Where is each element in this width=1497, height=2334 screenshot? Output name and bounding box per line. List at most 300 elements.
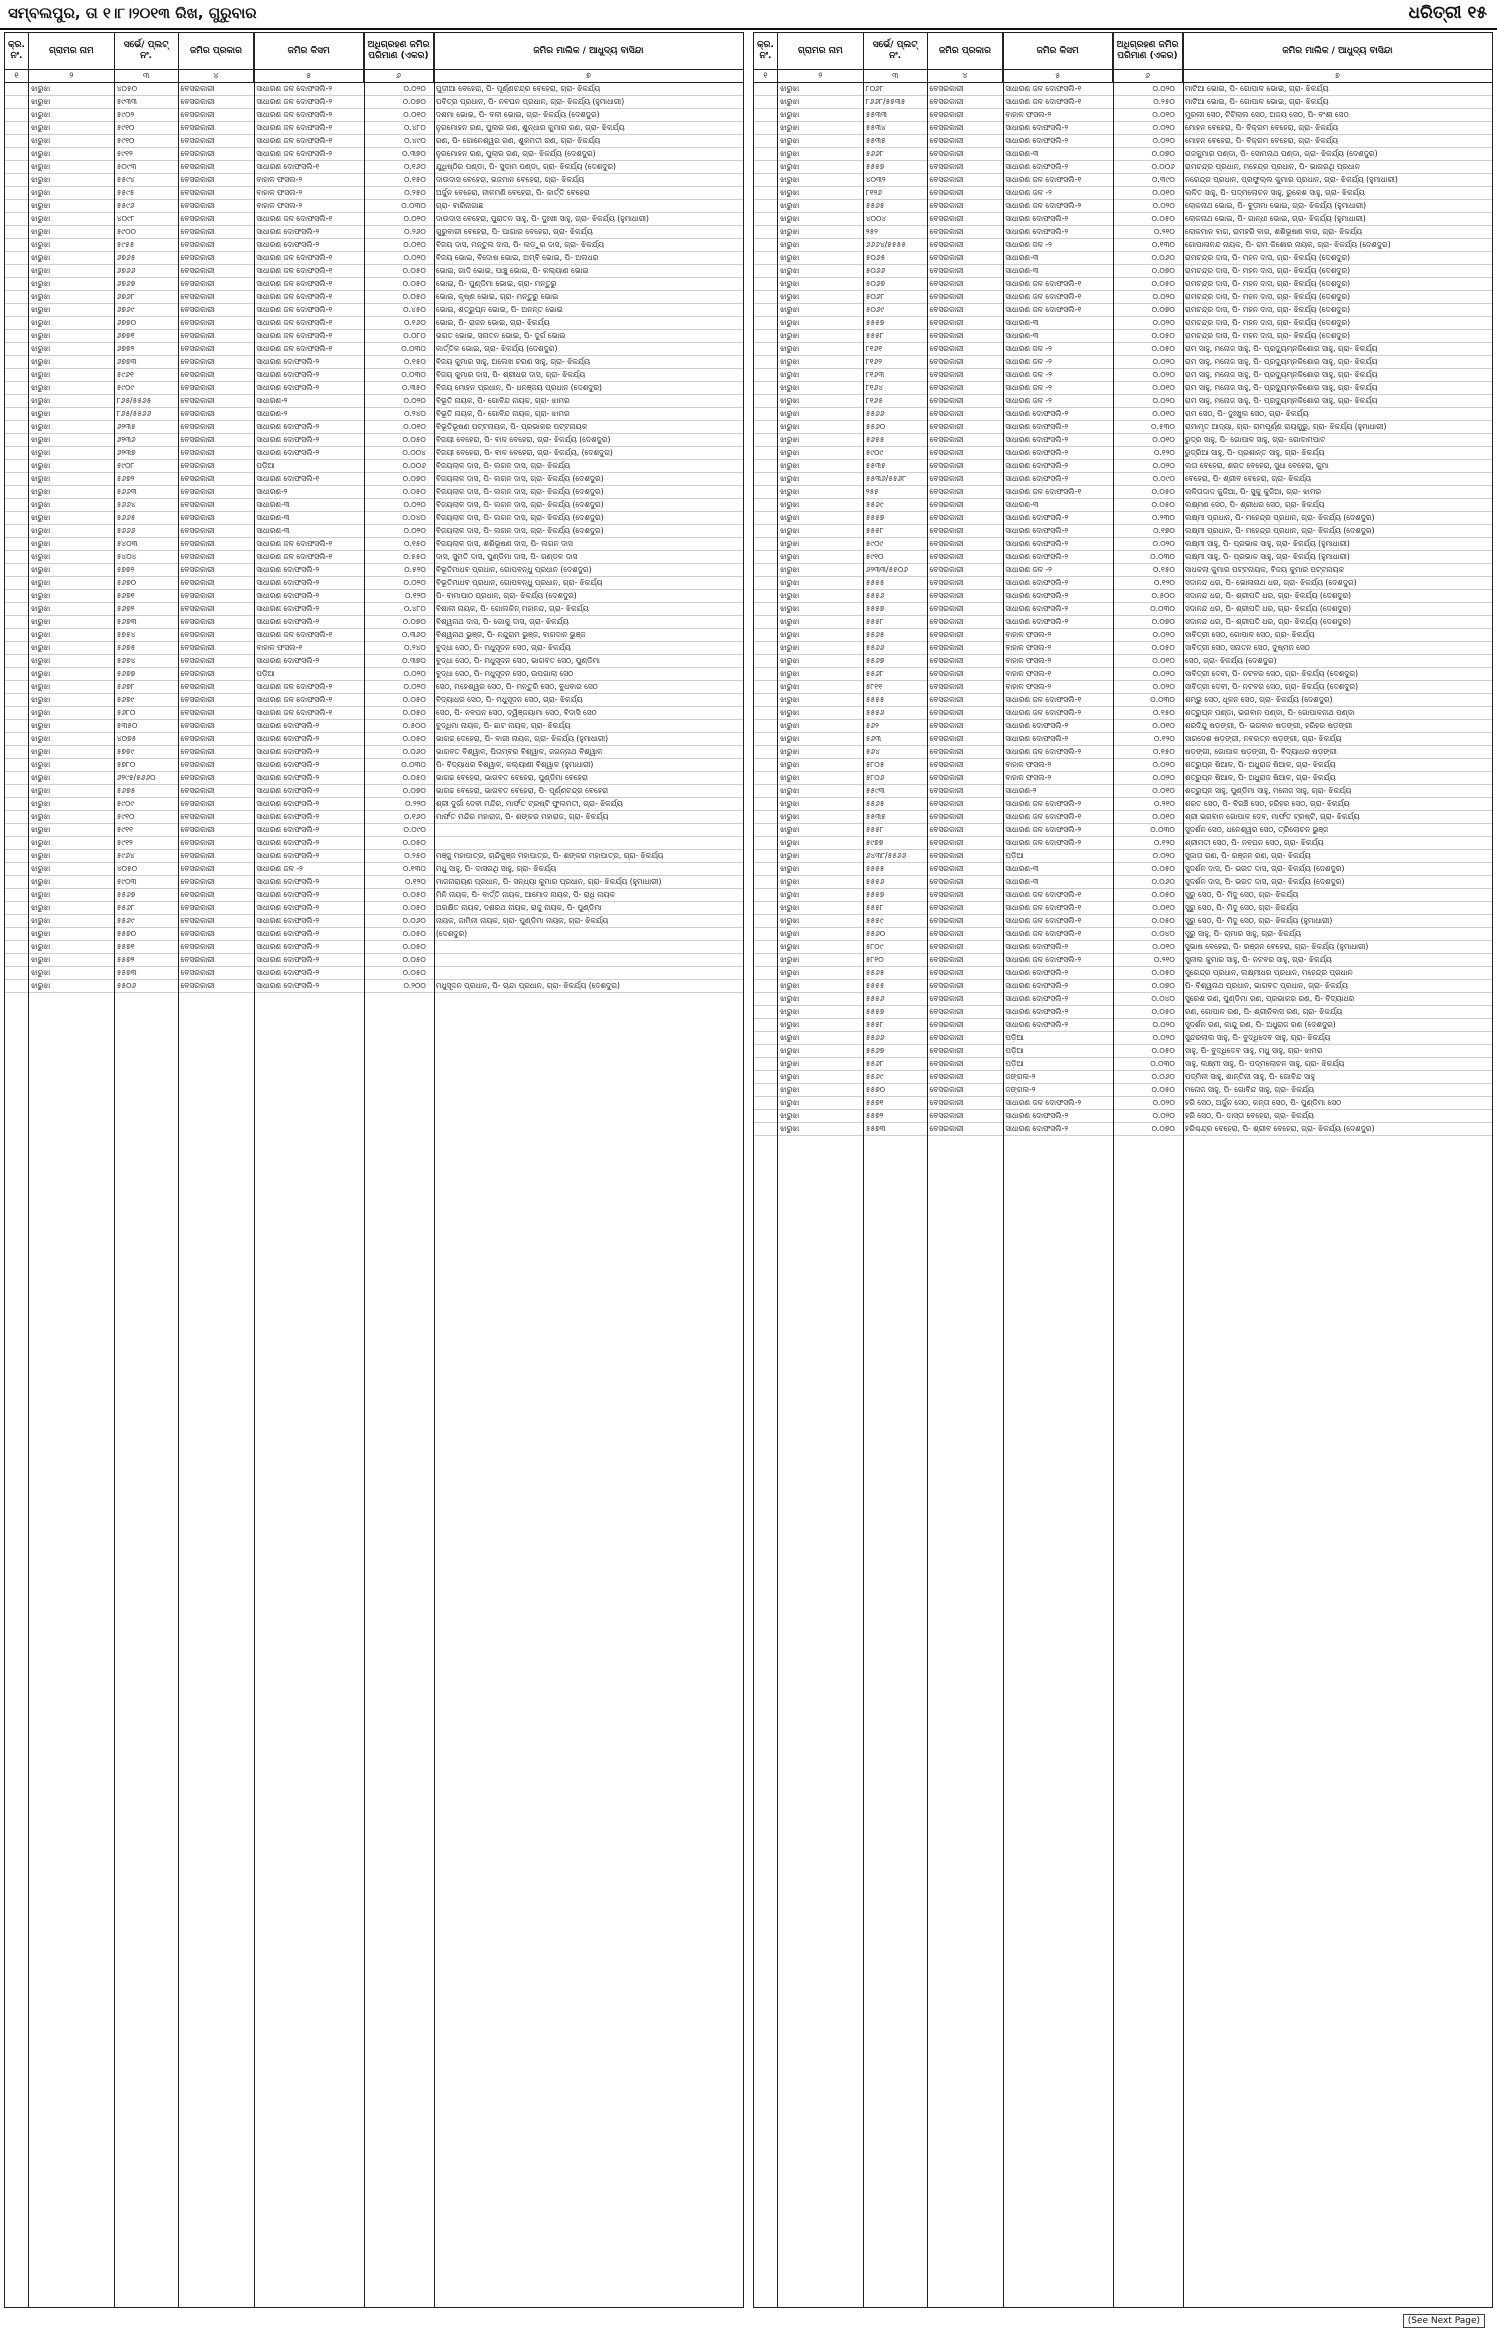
land-kisam-cell: ସାଧାରଣ ଜଳ -୨ xyxy=(1005,370,1052,379)
land-kisam-cell: ସାଧାରଣ ଜଳ ଦୋଫସଲି-୧ xyxy=(256,214,333,223)
owner-cell: ବିଜୟଲାଳ ଦାସ, ଶଶିଭୂଷଣ ଦାସ, ପି- ଲଗନ ଦାସ xyxy=(435,539,573,548)
plot-cell: ୫୪୦୩ xyxy=(116,539,138,548)
plot-cell: ୫୯୦୯ xyxy=(865,448,884,457)
village-cell: ଝାରୁଝା xyxy=(779,656,800,665)
land-kisam-cell: ସାଧାରଣ ଜଳ -୨ xyxy=(1005,565,1052,574)
land-type-cell: ବେସରକାରୀ xyxy=(929,1046,964,1055)
plot-cell: ୮୦୬୮ xyxy=(865,84,884,93)
plot-cell: ୫୫୫୭ xyxy=(865,162,885,171)
village-cell: ଝାରୁଝା xyxy=(779,487,800,496)
village-cell: ଝାରୁଝା xyxy=(779,1046,800,1055)
land-type-cell: ବେସରକାରୀ xyxy=(180,851,215,860)
table-row xyxy=(5,772,743,785)
serial-cell xyxy=(5,525,29,537)
plot-cell: ୫୫୬୭ xyxy=(865,656,885,665)
header-plot: ସର୍ଭେ/ ପ୍ଲଟ୍ ନଂ. xyxy=(864,33,928,69)
colnum: ୨ xyxy=(29,70,115,82)
owner-cell: ଗୁରୁବାରୀ ବେହେରା, ପି- ଘାଗାର ବେହେରା, ଗ୍ରା- ଝିକର୍ଯ୍ୟ xyxy=(435,227,593,236)
newspaper-page-title: ଧରିତ୍ରୀ ୧୫ xyxy=(1408,3,1487,23)
village-cell: ଝାରୁଝା xyxy=(779,786,800,795)
land-type-cell: ବେସରକାରୀ xyxy=(180,890,215,899)
serial-cell xyxy=(754,486,778,498)
serial-cell xyxy=(754,746,778,758)
land-kisam-cell: ସାଧାରଣ ଦୋଫସଲି-୨ xyxy=(1005,214,1069,223)
table-row xyxy=(754,148,1492,161)
serial-cell xyxy=(5,629,29,641)
land-kisam-cell: ସାଧାରଣ ଦୋଫସଲି-୨ xyxy=(256,929,320,938)
land-kisam-cell: ସାଧାରଣ-୩ xyxy=(256,526,290,535)
land-type-cell: ବେସରକାରୀ xyxy=(929,864,964,873)
village-cell: ଝାରୁଝା xyxy=(30,84,51,93)
land-type-cell: ବେସରକାରୀ xyxy=(180,773,215,782)
village-cell: ଝାରୁଝା xyxy=(30,409,51,418)
owner-cell: ରାମ ସାହୁ, ମନୋଜ ସାହୁ, ପି- ପ୍ରଦ୍ୟୁମ୍ନକିଶୋର ସାହୁ, ଗ୍ରା- ଝିକର୍ଯ୍ୟ xyxy=(1184,357,1378,366)
village-cell: ଝାରୁଝା xyxy=(30,331,51,340)
land-type-cell: ବେସରକାରୀ xyxy=(180,929,215,938)
plot-cell: ୫୫୫୭ xyxy=(865,890,885,899)
land-kisam-cell: ସାଧାରଣ ଜଳ ଦୋଫସଲି-୧ xyxy=(256,253,333,262)
area-cell: ୦.୦୨୦ xyxy=(403,578,426,587)
header-owner: ଜମିର ମାଲିକ / ଆଧୁଦ୍ୟ ବାସିନ୍ଦା xyxy=(1282,45,1393,56)
area-cell: ୦.୨୫୦ xyxy=(404,851,426,860)
serial-cell xyxy=(754,434,778,446)
owner-cell: ପି- ବିଶ୍ୱନାଥ ପ୍ରଧାନ, ଭାଗବତ ପ୍ରଧାନ, ଗ୍ରା- ଝିକର୍ଯ୍ୟ xyxy=(1184,981,1348,990)
area-cell: ୦.୦୫୦ xyxy=(402,838,426,847)
owner-cell: ସାବିତ୍ରୀ ସେଠ, ଗୋପାଳ ସେଠ, ଗ୍ରା- ଝିକର୍ଯ୍ୟ xyxy=(1184,630,1315,639)
plot-cell: ୬୨୩୫ xyxy=(116,422,136,431)
land-kisam-cell: ସାଧାରଣ ଦୋଫସଲି-୨ xyxy=(1005,734,1069,743)
land-kisam-cell: ସାଧାରଣ ଜଳ ଦୋଫସଲି-୨ xyxy=(1005,799,1082,808)
colnum: ୪ xyxy=(179,70,255,82)
table-row xyxy=(5,122,743,135)
plot-cell: ୫୬୬୫ xyxy=(116,513,136,522)
table-row xyxy=(754,954,1492,967)
plot-cell: ୫୫୫୮ xyxy=(865,526,884,535)
serial-cell xyxy=(5,915,29,927)
area-cell: ୦.୦୧୦ xyxy=(1152,110,1175,119)
area-cell: ୦.୦୫୦ xyxy=(402,890,426,899)
land-type-cell: ବେସରକାରୀ xyxy=(929,786,964,795)
land-kisam-cell: ସାଧାରଣ ଜଳ ଦୋଫସଲି-୨ xyxy=(256,110,333,119)
serial-cell xyxy=(5,447,29,459)
land-type-cell: ବେସରକାରୀ xyxy=(929,526,964,535)
village-cell: ଝାରୁଝା xyxy=(30,279,51,288)
land-kisam-cell: ସାଧାରଣ ଜଳ ଦୋଫସଲି-୨ xyxy=(1005,955,1082,964)
area-cell: ୦.୦୭୦ xyxy=(1151,149,1175,158)
village-cell: ଝାରୁଝା xyxy=(779,890,800,899)
land-kisam-cell: ସାଧାରଣ ଦୋଫସଲି-୨ xyxy=(256,383,320,392)
owner-cell xyxy=(434,954,743,966)
owner-cell: ରାମଚନ୍ଦ୍ର ଦାସ, ପି- ମହନ ଦାସ, ଗ୍ରା- ଝିକର୍ଯ୍ୟ (ଦେଶଦୁର) xyxy=(1184,266,1351,275)
table-row xyxy=(754,681,1492,694)
area-cell: ୦.୦୬୦ xyxy=(1151,253,1175,262)
land-type-cell: ବେସରକାରୀ xyxy=(929,487,964,496)
plot-cell: ୫୯୦୩ xyxy=(116,877,137,886)
area-cell: ୦.୦୫୦ xyxy=(402,955,426,964)
plot-cell: ୫୫୭୨ xyxy=(865,1111,884,1120)
column-divider xyxy=(114,33,115,2307)
area-cell: ୦.୦୪୦ xyxy=(402,513,426,522)
owner-cell: ପି- ବିଦ୍ୟାଧର ବିଶ୍ୱାଳ, କଲ୍ୟାଣୀ ବିଶ୍ୱାଳ (ହୁମାଧାରୀ) xyxy=(435,760,594,769)
land-type-cell: ବେସରକାରୀ xyxy=(180,188,215,197)
land-type-cell: ବେସରକାରୀ xyxy=(180,552,215,561)
area-cell: ୦.୪୮୦ xyxy=(403,604,426,613)
land-kisam-cell: ସାଧାରଣ ଜଳ ଦୋଫସଲି-୧ xyxy=(256,292,333,301)
owner-cell: ପବିତ୍ର ପ୍ରଧାନ, ପି- ନବଘନ ପ୍ରଧାନ, ଗ୍ରା- ଝିକର୍ଯ୍ୟ (ହୁମାଧାରୀ) xyxy=(435,97,625,106)
land-type-cell: ବେସରକାରୀ xyxy=(180,708,215,717)
table-row xyxy=(754,460,1492,473)
table-row xyxy=(754,1058,1492,1071)
plot-cell: ୬୨୩୩/୫୫୦୬ xyxy=(865,565,908,574)
table-row xyxy=(5,356,743,369)
village-cell: ଝାରୁଝା xyxy=(30,539,51,548)
table-row xyxy=(754,187,1492,200)
serial-cell xyxy=(5,161,29,173)
land-kisam-cell: ସାଧାରଣ ଜଳ ଦୋଫସଲି-୨ xyxy=(256,84,333,93)
table-row xyxy=(754,512,1492,525)
serial-cell xyxy=(754,356,778,368)
area-cell: ୦.୦୭୦ xyxy=(1151,981,1175,990)
land-kisam-cell: ସାଧାରଣ ଜଳ ଦୋଫସଲି-୧ xyxy=(1005,84,1082,93)
serial-cell xyxy=(5,902,29,914)
plot-cell: ୫୬୬୮ xyxy=(865,149,884,158)
serial-cell xyxy=(5,252,29,264)
table-row xyxy=(754,655,1492,668)
plot-cell: ୫୫୭୦ xyxy=(865,1085,886,1094)
area-cell: ୦.୦୩୦ xyxy=(1150,825,1175,834)
land-type-cell: ବେସରକାରୀ xyxy=(929,1059,964,1068)
owner-cell: ହରି ସେଠ, ପି- ଦାସ୍ତା ବେହେରା, ଗ୍ରା- ଝିକର୍ଯ୍ୟ xyxy=(1184,1111,1314,1120)
land-kisam-cell: ସାଧାରଣ ଦୋଫସଲି-୨ xyxy=(1005,552,1069,561)
area-cell: ୦.୧୬୦ xyxy=(403,162,426,171)
village-cell: ଝାରୁଝା xyxy=(779,1124,800,1133)
serial-cell xyxy=(754,109,778,121)
colnum: ୬ xyxy=(364,70,434,82)
serial-cell xyxy=(754,993,778,1005)
serial-cell xyxy=(5,824,29,836)
left-rows xyxy=(5,83,743,993)
plot-cell: ୬୭୭୦ xyxy=(116,318,137,327)
area-cell: ୦.୦୭୦ xyxy=(402,474,426,483)
land-kisam-cell: ସାଧାରଣ-୩ xyxy=(1005,318,1039,327)
area-cell: ୦.୨୫୦ xyxy=(1153,97,1175,106)
area-cell: ୦.୨୬୦ xyxy=(404,227,426,236)
owner-cell: ସୁରୁ ସାହୁ, ପି- ଚାମାର ସାହୁ, ଗ୍ରା- ଝିକର୍ଯ୍ୟ xyxy=(1184,929,1302,938)
village-cell: ଝାରୁଝା xyxy=(779,942,800,951)
owner-cell: ସାରଦେଶ ଷଡ଼ଙ୍ଗୀ, ନବରତ୍ନ ଷଡ଼ଙ୍ଗୀ, ଗ୍ରା- ଝିକର୍ଯ୍ୟ xyxy=(1184,734,1342,743)
owner-cell: ଯୁଧିଷ୍ଠିର ପଣ୍ଡା, ପି- ସୁଦାମ ପଣ୍ଡା, ଗ୍ରା- ଝିକର୍ଯ୍ୟ (ଦେଶଦୁର) xyxy=(435,162,616,171)
plot-cell: ୫୫୫୮ xyxy=(865,617,884,626)
village-cell: ଝାରୁଝା xyxy=(779,695,800,704)
table-row xyxy=(5,460,743,473)
owner-cell: ବିଜୟଲାଳ ଦାସ, ପି- ଲଗନ ଦାସ, ଗ୍ରା- ଝିକର୍ଯ୍ୟ (ଦେଶଦୁର) xyxy=(435,526,604,535)
table-row xyxy=(754,720,1492,733)
serial-cell xyxy=(754,1097,778,1109)
village-cell: ଝାରୁଝା xyxy=(779,136,800,145)
column-divider xyxy=(254,33,255,2307)
land-kisam-cell: ବାହାଳ ଫସଲ-୨ xyxy=(256,188,303,197)
serial-cell xyxy=(754,447,778,459)
land-type-cell: ବେସରକାରୀ xyxy=(929,591,964,600)
table-row xyxy=(754,421,1492,434)
land-type-cell: ବେସରକାରୀ xyxy=(929,422,964,431)
plot-cell: ୫୫୯୬ xyxy=(116,201,135,210)
land-kisam-cell: ବାହାଳ ଫସଲ-୨ xyxy=(1005,773,1052,782)
serial-cell xyxy=(754,889,778,901)
serial-cell xyxy=(754,850,778,862)
land-type-cell: ବେସରକାରୀ xyxy=(180,266,215,275)
table-row xyxy=(754,980,1492,993)
area-cell: ୦.୦୧୦ xyxy=(1152,188,1175,197)
table-row xyxy=(754,395,1492,408)
land-kisam-cell: ସାଧାରଣ ଜଳ ଦୋଫସଲି-୧ xyxy=(256,708,333,717)
plot-cell: ୫୩୫୦ xyxy=(116,721,138,730)
serial-cell xyxy=(754,291,778,303)
area-cell: ୦.୧୨୦ xyxy=(1153,448,1175,457)
table-row xyxy=(5,603,743,616)
owner-cell xyxy=(434,824,743,836)
table-row xyxy=(754,434,1492,447)
area-cell: ୦.୦୩୦ xyxy=(1150,552,1175,561)
village-cell: ଝାରୁଝା xyxy=(30,565,51,574)
area-cell: ୦.୦୧୦ xyxy=(1152,383,1175,392)
land-kisam-cell: ସାଧାରଣ ଦୋଫସଲି-୨ xyxy=(256,851,320,860)
land-type-cell: ବେସରକାରୀ xyxy=(180,240,215,249)
land-kisam-cell: ସାଧାରଣ ଦୋଫସଲି-୨ xyxy=(256,955,320,964)
plot-cell: ୬୭୬୯ xyxy=(116,305,135,314)
header-land-type: ଜମିର ପ୍ରକାର xyxy=(928,33,1004,69)
land-kisam-cell: ସାଧାରଣ ଦୋଫସଲି-୨ xyxy=(1005,162,1069,171)
land-type-cell: ବେସରକାରୀ xyxy=(929,734,964,743)
serial-cell xyxy=(5,694,29,706)
village-cell: ଝାରୁଝା xyxy=(30,474,51,483)
column-divider xyxy=(927,33,928,2307)
land-kisam-cell: ସାଧାରଣ ଜଳ -୨ xyxy=(1005,344,1052,353)
plot-cell: ୮୧୨୬ xyxy=(865,188,882,197)
serial-cell xyxy=(754,837,778,849)
land-kisam-cell: ସାଧାରଣ ଦୋଫସଲି-୨ xyxy=(1005,461,1069,470)
village-cell: ଝାରୁଝା xyxy=(30,175,51,184)
table-row xyxy=(5,668,743,681)
village-cell: ଝାରୁଝା xyxy=(779,1111,800,1120)
land-kisam-cell: ସାଧାରଣ ଜଳ ଦୋଫସଲି-୧ xyxy=(1005,279,1082,288)
owner-cell xyxy=(434,941,743,953)
land-kisam-cell: ସାଧାରଣ ଦୋଫସଲି-୨ xyxy=(256,747,320,756)
village-cell: ଝାରୁଝା xyxy=(779,357,800,366)
village-cell: ଝାରୁଝା xyxy=(30,305,51,314)
village-cell: ଝାରୁଝା xyxy=(779,1098,800,1107)
land-kisam-cell: ବାହାଳ ଫସଲ-୨ xyxy=(256,175,303,184)
table-row xyxy=(754,122,1492,135)
owner-cell: ରାମଚନ୍ଦ୍ର ଦାସ, ପି- ମହନ ଦାସ, ଗ୍ରା- ଝିକର୍ଯ୍ୟ (ଦେଶଦୁର) xyxy=(1184,331,1351,340)
serial-cell xyxy=(754,239,778,251)
village-cell: ଝାରୁଝା xyxy=(30,903,51,912)
table-row xyxy=(754,265,1492,278)
land-type-cell: ବେସରକାରୀ xyxy=(180,695,215,704)
land-type-cell: ବେସରକାରୀ xyxy=(929,604,964,613)
land-type-cell: ବେସରକାରୀ xyxy=(180,734,215,743)
village-cell: ଝାରୁଝା xyxy=(30,799,51,808)
table-row xyxy=(754,252,1492,265)
serial-cell xyxy=(754,1058,778,1070)
land-kisam-cell: ସାଧାରଣ ଦୋଫସଲି-୨ xyxy=(256,734,320,743)
serial-cell xyxy=(5,473,29,485)
column-divider xyxy=(178,33,179,2307)
area-cell: ୦.୨୧୦ xyxy=(1153,955,1175,964)
village-cell: ଝାରୁଝା xyxy=(779,773,800,782)
land-kisam-cell: ସାଧାରଣ ଜଳ ଦୋଫସଲି-୨ xyxy=(256,149,333,158)
land-type-cell: ବେସରକାରୀ xyxy=(180,812,215,821)
table-row xyxy=(754,161,1492,174)
owner-cell: ରୁଦ୍ରିଆ ସାହୁ, ପି- ପ୍ରଶାନ୍ତ ସାହୁ, ଗ୍ରା- ଝିକର୍ଯ୍ୟ xyxy=(1184,448,1325,457)
table-row xyxy=(754,1110,1492,1123)
area-cell: ୦.୫୨୦ xyxy=(404,565,426,574)
table-row xyxy=(754,200,1492,213)
owner-cell: ଭୋଇ, ପି- ପୁଣ୍ଡିମା ଭୋଇ, ଗ୍ରା- ମନ୍ତୁରୁ xyxy=(435,279,557,288)
village-cell: ଝାରୁଝା xyxy=(30,136,51,145)
land-kisam-cell: ସାଧାରଣ-୩ xyxy=(1005,266,1039,275)
village-cell: ଝାରୁଝା xyxy=(30,656,51,665)
owner-cell: ମୋହନ ବେହେରା, ପି- ବିକ୍ରମ ବେହେରା, ଗ୍ରା- ଝିକର୍ଯ୍ୟ xyxy=(1184,123,1339,132)
land-kisam-cell: ସାଧାରଣ ଦୋଫସଲି-୧ xyxy=(256,474,320,483)
land-type-cell: ବେସରକାରୀ xyxy=(180,916,215,925)
land-kisam-cell: ସାଧାରଣ ଦୋଫସଲି-୨ xyxy=(1005,968,1069,977)
area-cell: ୦.୦୫୦ xyxy=(1151,968,1175,977)
serial-cell xyxy=(754,148,778,160)
serial-cell xyxy=(5,642,29,654)
village-cell: ଝାରୁଝା xyxy=(779,513,800,522)
area-cell: ୦.୦୧୦ xyxy=(1152,656,1175,665)
plot-cell: ୬୭୬୭ xyxy=(116,279,136,288)
land-type-cell: ବେସରକାରୀ xyxy=(929,240,964,249)
owner-cell: ବୁଦ୍ଧା ସେଠ, ପି- ମଧୁସୂଦନ ସେଠ, ଭାଗବତ ସେଠ, ପୁଣ୍ଡିମା xyxy=(435,656,600,665)
table-row xyxy=(5,252,743,265)
serial-cell xyxy=(754,863,778,875)
owner-cell: ରାମଚନ୍ଦ୍ର ଦାସ, ପି- ମହନ ଦାସ, ଗ୍ରା- ଝିକର୍ଯ୍ୟ (ଦେଶଦୁର) xyxy=(1184,305,1351,314)
owner-cell: ଦାଉଦାସ ବେହେରା, ଭଜମାନ ବେହେରା, ଗ୍ରା- ଝିକର୍ଯ୍ୟ xyxy=(435,175,585,184)
area-cell: ୦.୧୭୦ xyxy=(1153,526,1175,535)
area-cell: ୦.୦୫୦ xyxy=(1151,344,1175,353)
land-type-cell: ବେସରକାରୀ xyxy=(929,357,964,366)
table-row xyxy=(754,369,1492,382)
land-kisam-cell: ବାହାଳ ଫସଲ-୨ xyxy=(256,201,303,210)
plot-cell: ୫୫୫୬ xyxy=(865,994,885,1003)
land-kisam-cell: ସାଧାରଣ-୨ xyxy=(256,487,288,496)
area-cell: ୦.୦୫୦ xyxy=(1151,1046,1175,1055)
plot-cell: ୫୫୩୫ xyxy=(865,812,886,821)
serial-cell xyxy=(754,915,778,927)
land-type-cell: ବେସରକାରୀ xyxy=(180,175,215,184)
serial-cell xyxy=(5,499,29,511)
owner-cell: ବିଜୟଲାଳ ଦାସ, ପି- ଲଗନ ଦାସ, ଗ୍ରା- ଝିକର୍ଯ୍ୟ (ଦେଶଦୁର) xyxy=(435,487,604,496)
plot-cell: ୫୫୫୮ xyxy=(865,331,884,340)
serial-cell xyxy=(5,317,29,329)
plot-cell: ୫୯୧୨ xyxy=(116,149,133,158)
serial-cell xyxy=(754,577,778,589)
table-row xyxy=(754,668,1492,681)
table-row xyxy=(5,733,743,746)
header-land-type: ଜମିର ପ୍ରକାର xyxy=(179,33,255,69)
plot-cell: ୫୫୫୮ xyxy=(865,1020,884,1029)
table-row xyxy=(5,226,743,239)
area-cell: ୦.୦୭୦ xyxy=(1151,617,1175,626)
table-row xyxy=(5,135,743,148)
plot-cell: ୫୬୭୫ xyxy=(116,786,136,795)
serial-cell xyxy=(754,1084,778,1096)
area-cell: ୦.୦୫୦ xyxy=(402,292,426,301)
village-cell: ଝାରୁଝା xyxy=(779,825,800,834)
area-cell: ୦.୦୫୦ xyxy=(1151,331,1175,340)
land-kisam-cell: ପଡ଼ିଆ xyxy=(1005,1059,1024,1068)
table-row xyxy=(754,941,1492,954)
plot-cell: ୬୭୭୧ xyxy=(116,331,135,340)
village-cell: ଝାରୁଝା xyxy=(30,552,51,561)
serial-cell xyxy=(5,343,29,355)
table-row xyxy=(754,603,1492,616)
owner-cell: ସଦାନନ୍ଦ ଧର, ପି- ଶ୍ରୀପତି ଧର, ଗ୍ରା- ଝିକର୍ଯ୍ୟ (ଦେଶଦୁର) xyxy=(1184,617,1352,626)
plot-cell: ୫୫୫୮ xyxy=(865,825,884,834)
owner-cell: ସାହୁ, ପି- ବୁଦ୍ଧିଦେବ ସାହୁ, ମଧୁ ସାହୁ, ଗ୍ରା- ଝାମର xyxy=(1184,1046,1323,1055)
village-cell: ଝାରୁଝା xyxy=(779,383,800,392)
serial-cell xyxy=(5,330,29,342)
village-cell: ଝାରୁଝା xyxy=(779,799,800,808)
table-row xyxy=(5,577,743,590)
village-cell: ଝାରୁଝା xyxy=(30,825,51,834)
table-row xyxy=(5,681,743,694)
village-cell: ଝାରୁଝା xyxy=(779,565,800,574)
area-cell: ୦.୦୫୦ xyxy=(402,734,426,743)
area-cell: ୦.୧୩୦ xyxy=(1151,240,1175,249)
table-row xyxy=(5,824,743,837)
village-cell: ଝାରୁଝା xyxy=(30,344,51,353)
village-cell: ଝାରୁଝା xyxy=(779,266,800,275)
area-cell: ୦.୧୨୦ xyxy=(1153,578,1175,587)
land-kisam-cell: ସାଧାରଣ ଜଳ ଦୋଫସଲି-୧ xyxy=(1005,916,1082,925)
village-cell: ଝାରୁଝା xyxy=(779,253,800,262)
area-cell: ୦.୧୬୦ xyxy=(403,812,426,821)
plot-cell: ୫୬୭୫ xyxy=(116,643,136,652)
land-type-cell: ବେସରକାରୀ xyxy=(929,682,964,691)
serial-cell xyxy=(754,1071,778,1083)
plot-cell: ୫୫୩୬/୫୫୬୮ xyxy=(865,474,907,483)
area-cell: ୦.୦୧୦ xyxy=(1152,786,1175,795)
land-type-cell: ବେସରକାରୀ xyxy=(929,1033,964,1042)
area-cell: ୦.୦୫୦ xyxy=(1151,1007,1175,1016)
table-row xyxy=(5,967,743,980)
serial-cell xyxy=(754,564,778,576)
owner-cell: ରାମ ସାହୁ, ମନୋଜ ସାହୁ, ପି- ପ୍ରଦ୍ୟୁମ୍ନକିଶୋର ସାହୁ, ଗ୍ରା- ଝିକର୍ଯ୍ୟ xyxy=(1184,344,1378,353)
table-row xyxy=(754,993,1492,1006)
land-kisam-cell: ସାଧାରଣ ଦୋଫସଲି-୨ xyxy=(256,617,320,626)
area-cell: ୦.୦୨୦ xyxy=(403,253,426,262)
village-cell: ଝାରୁଝା xyxy=(30,97,51,106)
column-divider xyxy=(364,33,365,2307)
land-type-cell: ବେସରକାରୀ xyxy=(180,149,215,158)
land-kisam-cell: ସାଧାରଣ ଜଳ ଦୋଫସଲି-୧ xyxy=(256,331,333,340)
plot-cell: ୫୦୯୩ xyxy=(116,162,137,171)
owner-cell: ବିଭୂତିମାଧବ ପ୍ରଧାନ, ଗୋପବନ୍ଧୁ ପ୍ରଧାନ, ଗ୍ରା- ଝିକର୍ଯ୍ୟ xyxy=(435,578,603,587)
plot-cell: ୫୫୬୭ xyxy=(865,1046,885,1055)
plot-cell: ୫୫୯୩ xyxy=(865,786,885,795)
owner-cell: ବିଜୟ ଦାସ, ମନ୍ତୁଲ ଦାସ, ପି- ଲଡ଼ୁର ଦାସ, ଗ୍ରା- ଝିକର୍ଯ୍ୟ xyxy=(435,240,605,249)
village-cell: ଝାରୁଝା xyxy=(30,266,51,275)
plot-cell: ୫୫୫୭ xyxy=(865,604,885,613)
land-kisam-cell: ସାଧାରଣ ଜଳ ଦୋଫସଲି-୧ xyxy=(256,318,333,327)
plot-cell: ୫୯୦୦ xyxy=(116,227,136,236)
serial-cell xyxy=(5,772,29,784)
land-kisam-cell: ସାଧାରଣ-୨ xyxy=(1005,786,1037,795)
colnum: ୧ xyxy=(754,70,778,82)
